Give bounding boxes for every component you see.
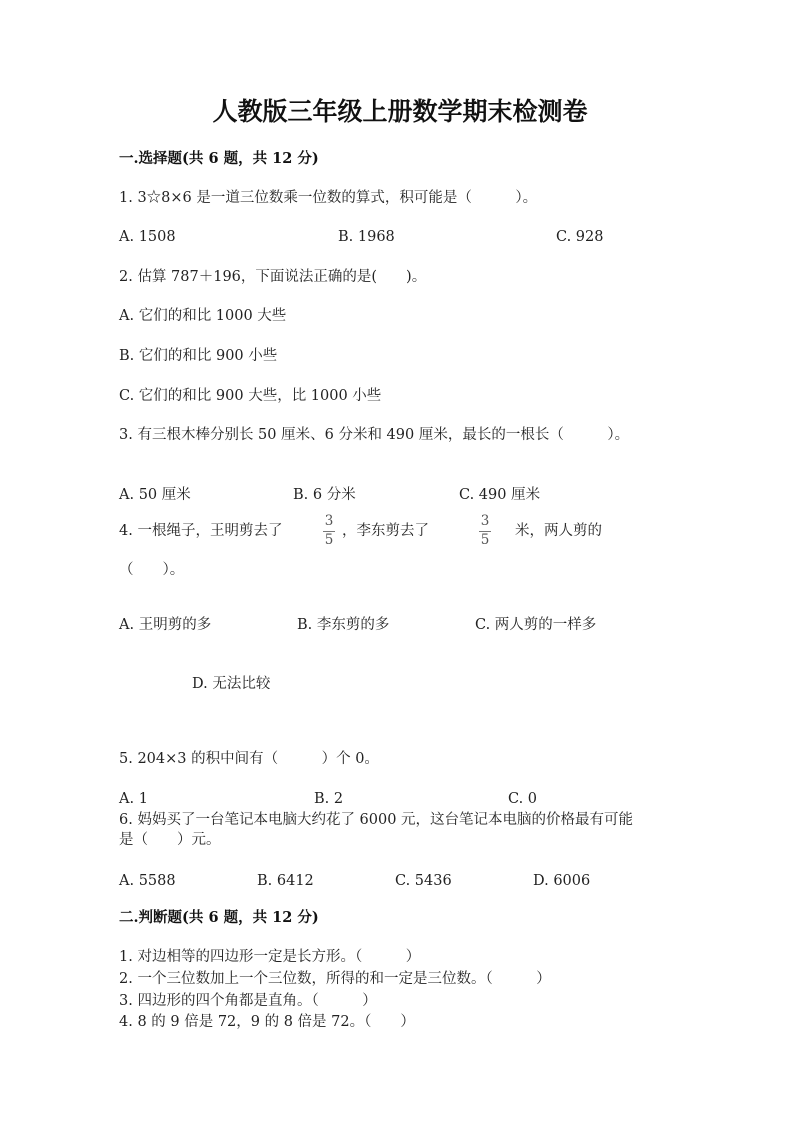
question-3-text: 3. 有三根木棒分别长 50 厘米、6 分米和 490 厘米，最长的一根长（ ）。 [119, 427, 630, 443]
question-6-text-line2: 是（ ）元。 [119, 832, 221, 848]
question-2-option-a: A. 它们的和比 1000 大些 [119, 308, 287, 324]
fraction-denominator: 5 [324, 531, 334, 548]
page-title: 人教版三年级上册数学期末检测卷 [212, 97, 588, 126]
judgment-item-2: 2. 一个三位数加上一个三位数，所得的和一定是三位数。（ ） [119, 971, 551, 987]
question-6-option-a: A. 5588 [119, 873, 176, 889]
question-4-fraction-1 [321, 515, 337, 547]
question-1-option-c: C. 928 [556, 229, 604, 245]
question-1-text: 1. 3☆8×6 是一道三位数乘一位数的算式，积可能是（ ）。 [119, 190, 538, 206]
question-5-option-b: B. 2 [314, 791, 344, 807]
fraction-numerator: 3 [324, 513, 334, 529]
question-4-text-part2: ，李东剪去了 [342, 523, 429, 539]
question-6-option-b: B. 6412 [257, 873, 314, 889]
question-2-option-c: C. 它们的和比 900 大些，比 1000 小些 [119, 388, 382, 404]
question-4-option-a: A. 王明剪的多 [119, 617, 212, 633]
question-4-text-part1: 4. 一根绳子，王明剪去了 [119, 523, 283, 539]
question-1-option-b: B. 1968 [338, 229, 395, 245]
judgment-item-4: 4. 8 的 9 倍是 72，9 的 8 倍是 72。（ ） [119, 1014, 415, 1030]
judgment-item-1: 1. 对边相等的四边形一定是长方形。（ ） [119, 949, 421, 965]
question-3-option-a: A. 50 厘米 [119, 487, 191, 503]
question-4-option-b: B. 李东剪的多 [297, 617, 390, 633]
question-6-option-d: D. 6006 [533, 873, 591, 889]
section-heading-choice: 一.选择题(共 6 题，共 12 分) [119, 150, 319, 167]
fraction-denominator: 5 [480, 531, 490, 548]
question-5-text: 5. 204×3 的积中间有（ ）个 0。 [119, 751, 379, 767]
question-4-option-c: C. 两人剪的一样多 [475, 617, 597, 633]
question-4-fraction-2 [477, 515, 493, 547]
question-2-option-b: B. 它们的和比 900 小些 [119, 348, 278, 364]
question-5-option-c: C. 0 [508, 791, 538, 807]
question-6-option-c: C. 5436 [395, 873, 452, 889]
question-3-option-c: C. 490 厘米 [459, 487, 541, 503]
fraction-numerator: 3 [480, 513, 490, 529]
section-heading-judgment: 二.判断题(共 6 题，共 12 分) [119, 909, 319, 926]
question-1-option-a: A. 1508 [119, 229, 176, 245]
question-4-text-line2: （ ）。 [119, 562, 185, 578]
question-4-text-part3: 米，两人剪的 [515, 523, 602, 539]
question-3-option-b: B. 6 分米 [293, 487, 356, 503]
question-2-text: 2. 估算 787＋196，下面说法正确的是( )。 [119, 269, 427, 285]
question-6-text-line1: 6. 妈妈买了一台笔记本电脑大约花了 6000 元，这台笔记本电脑的价格最有可能 [119, 812, 634, 828]
question-4-option-d: D. 无法比较 [192, 676, 271, 692]
question-5-option-a: A. 1 [119, 791, 148, 807]
judgment-item-3: 3. 四边形的四个角都是直角。（ ） [119, 993, 377, 1009]
